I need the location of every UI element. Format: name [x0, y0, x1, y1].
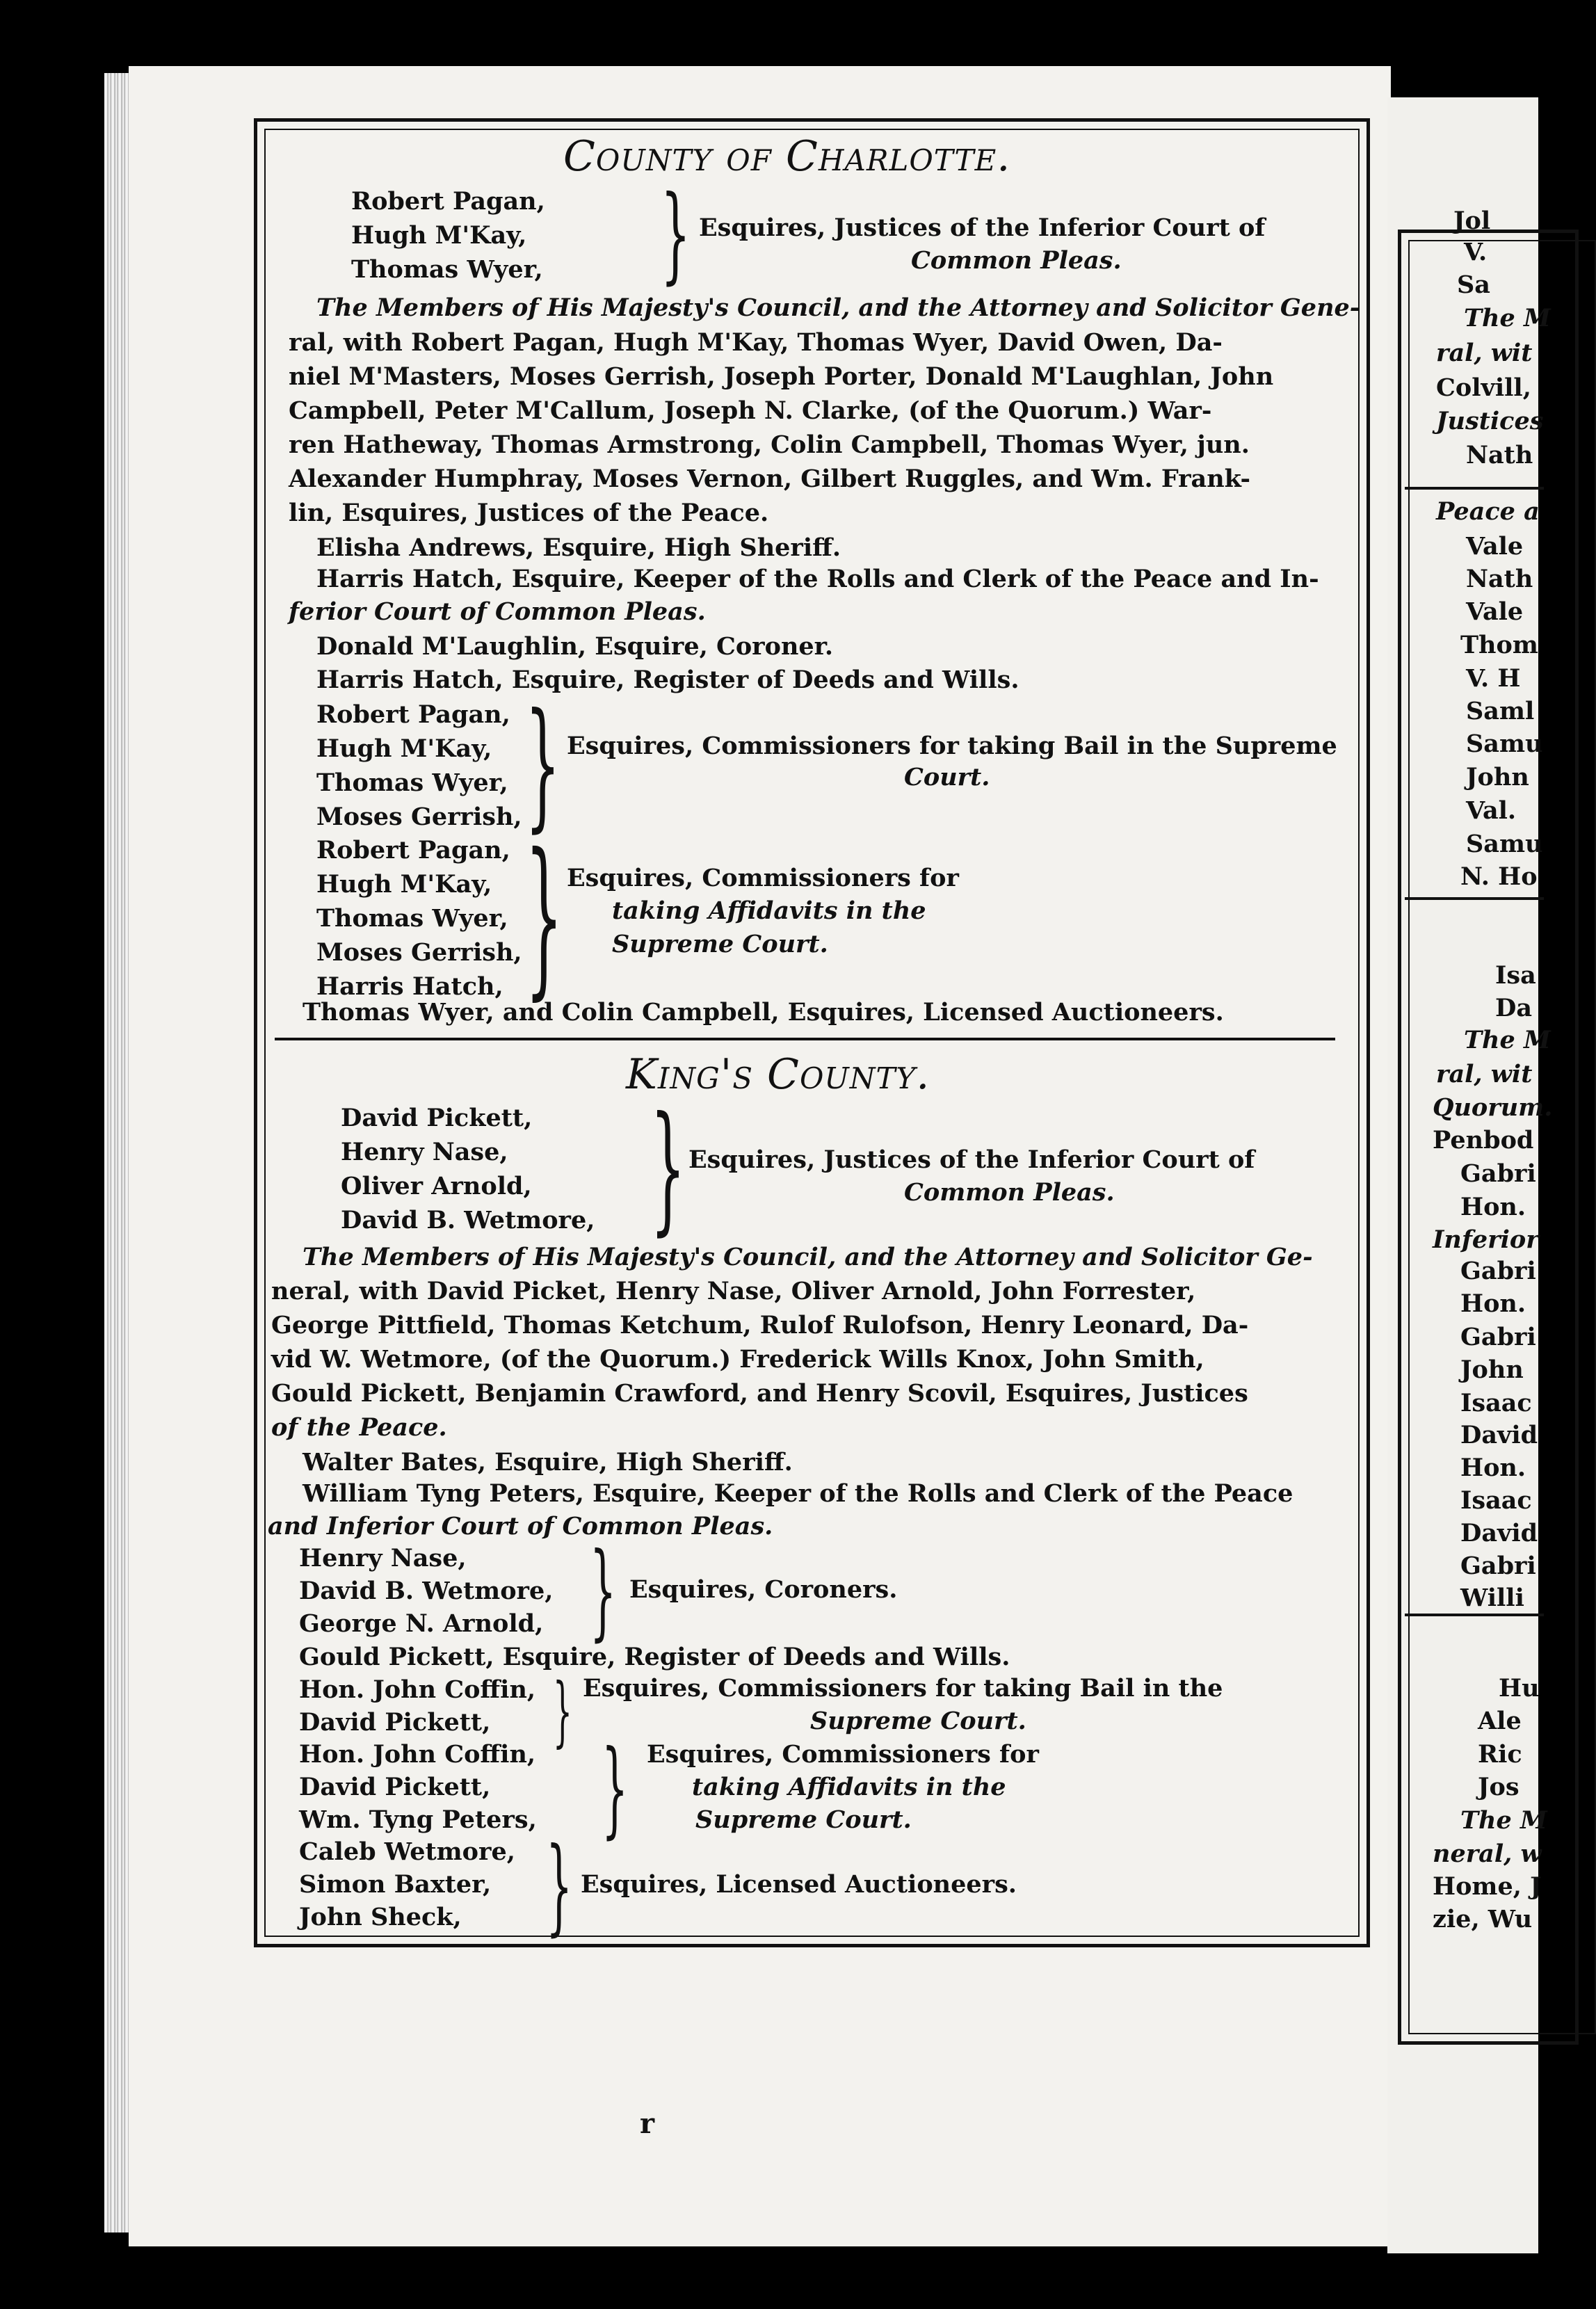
adjacent-section-divider — [1405, 487, 1544, 490]
kings-rolls: William Tyng Peters, Esquire, Keeper of the Rolls and Clerk of the Peace — [303, 1479, 1293, 1508]
brace: } — [553, 1666, 572, 1755]
adjacent-page-fragment: David — [1460, 1519, 1538, 1547]
brace: } — [602, 1728, 629, 1849]
charlotte-affidavit-role: Esquires, Commissioners for — [567, 864, 959, 892]
brace: } — [525, 684, 561, 846]
charlotte-rolls: Harris Hatch, Esquire, Keeper of the Rolls and Clerk of the Peace and In- — [316, 565, 1319, 593]
kings-auctioneer-name: Caleb Wetmore, — [299, 1837, 515, 1866]
charlotte-bail-role: Esquires, Commissioners for taking Bail in the Supreme — [567, 732, 1337, 760]
charlotte-affidavit-name: Harris Hatch, — [316, 972, 503, 1001]
brace: } — [525, 817, 563, 1015]
adjacent-page-fragment: V. — [1464, 238, 1488, 266]
adjacent-page-fragment: Gabri — [1460, 1257, 1536, 1285]
adjacent-page-fragment: Da — [1495, 994, 1533, 1022]
charlotte-bail-name: Moses Gerrish, — [316, 803, 522, 831]
charlotte-peace-line: Campbell, Peter M'Callum, Joseph N. Clarke, (of the Quorum.) War- — [289, 396, 1212, 425]
charlotte-justice-name: Robert Pagan, — [351, 187, 545, 216]
kings-justice-name: David B. Wetmore, — [341, 1206, 595, 1234]
charlotte-peace-line: ral, with Robert Pagan, Hugh M'Kay, Thomas Wyer, David Owen, Da- — [289, 328, 1223, 357]
charlotte-peace-line: niel M'Masters, Moses Gerrish, Joseph Porter, Donald M'Laughlan, John — [289, 362, 1274, 391]
brace: } — [590, 1531, 617, 1652]
adjacent-page-fragment: Hon. — [1460, 1454, 1526, 1482]
charlotte-affidavit-name: Robert Pagan, — [316, 836, 510, 864]
adjacent-page-fragment: Nath — [1466, 565, 1533, 593]
adjacent-page-fragment: Quorum. — [1433, 1093, 1553, 1122]
kings-justices-role: Esquires, Justices of the Inferior Court of — [688, 1145, 1255, 1174]
kings-peace-line: The Members of His Majesty's Council, and the Attorney and Solicitor Ge- — [303, 1243, 1313, 1271]
adjacent-page-fragment: Penbod — [1433, 1126, 1534, 1154]
adjacent-page-fragment: Hon. — [1460, 1289, 1526, 1318]
adjacent-page-fragment: Inferior — [1433, 1225, 1539, 1254]
adjacent-page-fragment: Isaac — [1460, 1389, 1532, 1417]
adjacent-page-fragment: Saml — [1466, 697, 1535, 725]
adjacent-section-divider — [1405, 897, 1544, 900]
kings-coroner-name: David B. Wetmore, — [299, 1577, 554, 1605]
brace: } — [546, 1826, 573, 1947]
kings-sheriff: Walter Bates, Esquire, High Sheriff. — [303, 1448, 793, 1477]
kings-justice-name: Henry Nase, — [341, 1138, 508, 1166]
kings-heading-text: King's County. — [626, 1050, 930, 1099]
kings-justice-name: Oliver Arnold, — [341, 1172, 532, 1200]
adjacent-page-fragment: Sa — [1457, 271, 1490, 299]
kings-auctioneer-role: Esquires, Licensed Auctioneers. — [581, 1870, 1017, 1899]
adjacent-page-fragment: V. H — [1466, 664, 1521, 693]
kings-peace-line: Gould Pickett, Benjamin Crawford, and Henry Scovil, Esquires, Justices — [271, 1379, 1248, 1408]
kings-peace-line: of the Peace. — [271, 1413, 447, 1442]
kings-rolls: and Inferior Court of Common Pleas. — [268, 1512, 773, 1540]
kings-peace-line: vid W. Wetmore, (of the Quorum.) Frederick Wills Knox, John Smith, — [271, 1345, 1204, 1374]
adjacent-page-fragment: Samu — [1466, 830, 1543, 858]
adjacent-page-fragment: Gabri — [1460, 1159, 1536, 1188]
charlotte-heading — [563, 132, 1011, 181]
charlotte-bail-role: Court. — [904, 763, 990, 791]
adjacent-page-fragment: John — [1460, 1355, 1524, 1384]
kings-bail-role: Supreme Court. — [810, 1707, 1026, 1735]
kings-justice-name: David Pickett, — [341, 1104, 533, 1132]
kings-affidavit-role: Esquires, Commissioners for — [647, 1740, 1039, 1769]
charlotte-sheriff: Elisha Andrews, Esquire, High Sheriff. — [316, 533, 841, 562]
adjacent-page-fragment: Gabri — [1460, 1552, 1536, 1580]
page-mark: r — [640, 2107, 655, 2140]
adjacent-page-fragment: Isa — [1495, 961, 1536, 990]
adjacent-page-fragment: Val. — [1466, 796, 1517, 825]
kings-auctioneer-name: Simon Baxter, — [299, 1870, 492, 1899]
adjacent-page-fragment: Peace a — [1436, 497, 1540, 526]
kings-coroner-name: George N. Arnold, — [299, 1609, 544, 1638]
adjacent-page-fragment: The M — [1464, 304, 1551, 332]
adjacent-page-fragment: Vale — [1466, 597, 1524, 626]
section-divider — [275, 1038, 1335, 1040]
charlotte-affidavit-name: Moses Gerrish, — [316, 938, 522, 967]
adjacent-page-fragment: Willi — [1460, 1584, 1524, 1612]
charlotte-peace-line: The Members of His Majesty's Council, and the Attorney and Solicitor Gene- — [316, 293, 1360, 322]
adjacent-page-fragment: N. Ho — [1460, 862, 1538, 891]
charlotte-justices-role: Esquires, Justices of the Inferior Court of — [699, 214, 1266, 242]
adjacent-page-fragment: The M — [1460, 1806, 1547, 1835]
charlotte-peace-line: ren Hatheway, Thomas Armstrong, Colin Campbell, Thomas Wyer, jun. — [289, 431, 1250, 459]
charlotte-peace-line: lin, Esquires, Justices of the Peace. — [289, 499, 769, 527]
charlotte-bail-name: Robert Pagan, — [316, 700, 510, 729]
adjacent-page-fragment: Colvill, — [1436, 373, 1531, 402]
adjacent-page-fragment: ral, wit — [1436, 1060, 1533, 1088]
charlotte-register: Harris Hatch, Esquire, Register of Deeds and Wills. — [316, 666, 1019, 694]
adjacent-page-fragment: Gabri — [1460, 1323, 1536, 1351]
adjacent-page-fragment: Samu — [1466, 730, 1543, 758]
kings-bail-name: Hon. John Coffin, — [299, 1675, 536, 1704]
kings-affidavit-role: taking Affidavits in the — [692, 1773, 1006, 1801]
page-border — [254, 118, 1370, 1947]
adjacent-page-fragment: ral, wit — [1436, 339, 1533, 367]
adjacent-page — [1387, 97, 1553, 2253]
charlotte-affidavit-role: taking Affidavits in the — [612, 896, 926, 925]
kings-bail-role: Esquires, Commissioners for taking Bail in the — [583, 1674, 1223, 1703]
kings-peace-line: neral, with David Picket, Henry Nase, Oliver Arnold, John Forrester, — [271, 1277, 1196, 1305]
charlotte-peace-line: Alexander Humphray, Moses Vernon, Gilbert Ruggles, and Wm. Frank- — [289, 465, 1251, 493]
adjacent-page-fragment: John — [1466, 763, 1529, 791]
charlotte-affidavit-name: Hugh M'Kay, — [316, 870, 492, 899]
kings-justices-role: Common Pleas. — [904, 1178, 1115, 1207]
adjacent-page-fragment: David — [1460, 1421, 1538, 1449]
adjacent-page-fragment: Hon. — [1460, 1193, 1526, 1221]
charlotte-justice-name: Thomas Wyer, — [351, 255, 543, 284]
kings-bail-name: David Pickett, — [299, 1708, 491, 1737]
kings-coroner-name: Henry Nase, — [299, 1544, 467, 1572]
adjacent-page-fragment: Isaac — [1460, 1486, 1532, 1515]
kings-register: Gould Pickett, Esquire, Register of Deeds and Wills. — [299, 1643, 1010, 1671]
kings-affidavit-role: Supreme Court. — [695, 1805, 912, 1834]
charlotte-auctioneers: Thomas Wyer, and Colin Campbell, Esquires, Licensed Auctioneers. — [303, 998, 1224, 1027]
kings-auctioneer-name: John Sheck, — [299, 1903, 462, 1931]
charlotte-affidavit-role: Supreme Court. — [612, 930, 828, 958]
charlotte-coroner: Donald M'Laughlin, Esquire, Coroner. — [316, 632, 834, 661]
adjacent-page-fragment: zie, Wu — [1433, 1905, 1533, 1933]
charlotte-justices-role: Common Pleas. — [911, 246, 1122, 275]
charlotte-justice-name: Hugh M'Kay, — [351, 221, 527, 250]
adjacent-page-fragment: The M — [1464, 1026, 1551, 1054]
adjacent-page-fragment: Justices — [1436, 407, 1544, 435]
charlotte-heading-text: County of Charlotte. — [563, 132, 1011, 181]
adjacent-page-fragment: Ale — [1478, 1707, 1522, 1735]
adjacent-page-fragment: Jol — [1453, 207, 1491, 235]
adjacent-page-fragment: Vale — [1466, 532, 1524, 561]
charlotte-bail-name: Thomas Wyer, — [316, 769, 508, 797]
kings-affidavit-name: David Pickett, — [299, 1773, 491, 1801]
adjacent-section-divider — [1405, 1614, 1544, 1616]
charlotte-affidavit-name: Thomas Wyer, — [316, 904, 508, 933]
kings-coroner-role: Esquires, Coroners. — [629, 1575, 898, 1604]
charlotte-rolls: ferior Court of Common Pleas. — [289, 597, 706, 626]
kings-peace-line: George Pittfield, Thomas Ketchum, Rulof Rulofson, Henry Leonard, Da- — [271, 1311, 1249, 1339]
kings-affidavit-name: Wm. Tyng Peters, — [299, 1805, 537, 1834]
adjacent-page-fragment: Nath — [1466, 441, 1533, 469]
brace: } — [661, 174, 691, 295]
kings-affidavit-name: Hon. John Coffin, — [299, 1740, 536, 1769]
adjacent-page-fragment: Home, J — [1433, 1872, 1542, 1901]
adjacent-page-fragment: Ric — [1478, 1740, 1522, 1769]
charlotte-bail-name: Hugh M'Kay, — [316, 734, 492, 763]
adjacent-page-fragment: Hu — [1499, 1674, 1540, 1703]
adjacent-page-fragment: Thom — [1460, 631, 1538, 659]
adjacent-page-fragment: neral, w — [1433, 1840, 1542, 1868]
adjacent-page-fragment: Jos — [1478, 1773, 1520, 1801]
brace: } — [650, 1087, 686, 1249]
